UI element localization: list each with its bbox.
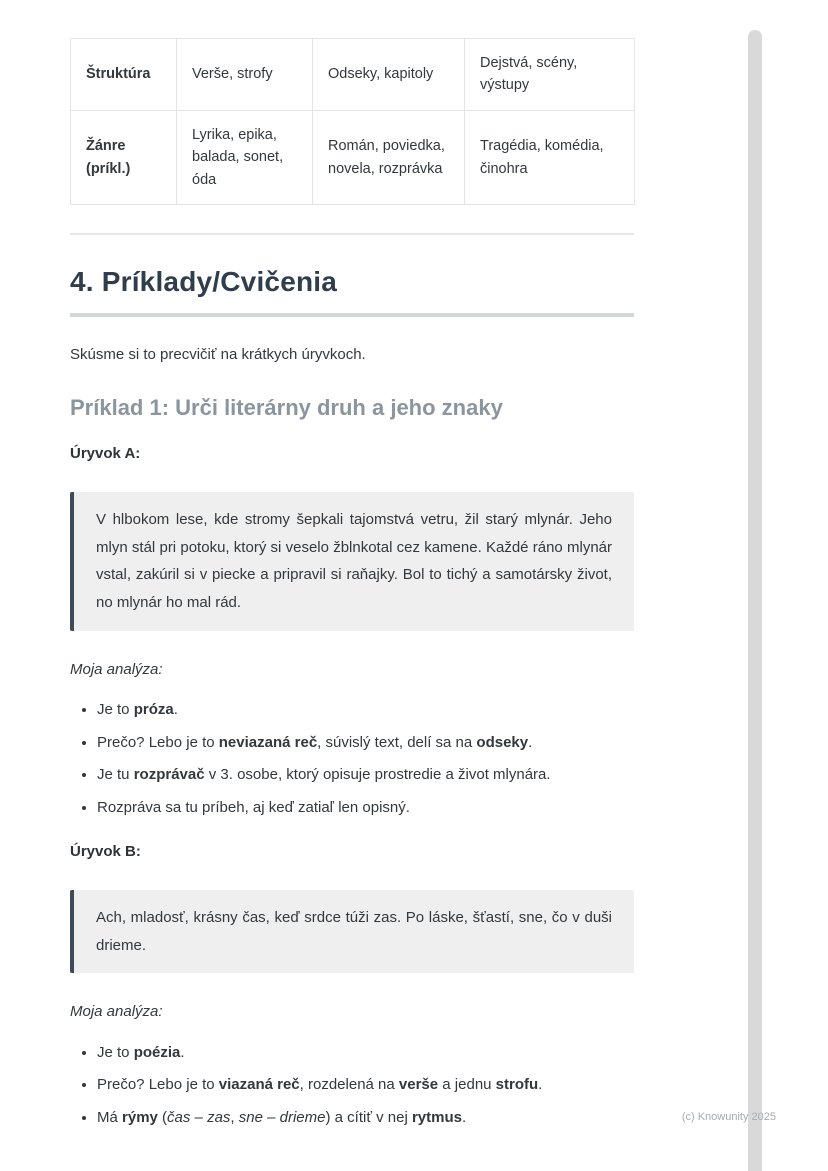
text-segment: neviazaná reč xyxy=(218,733,318,751)
excerpt-a-label: Úryvok A: xyxy=(70,445,141,463)
analysis-list-item xyxy=(97,797,634,820)
table-cell: Lyrika, epika, balada, sonet, óda xyxy=(177,110,313,204)
document-content xyxy=(70,0,634,1139)
analysis-list-item xyxy=(97,1042,634,1065)
text-segment: Je tu xyxy=(97,766,134,784)
table-cell: Verše, strofy xyxy=(177,39,313,111)
text-segment: strofu xyxy=(495,1076,539,1094)
excerpt-b-blockquote xyxy=(70,890,634,974)
text-segment: verše xyxy=(398,1076,439,1094)
text-segment: Je to xyxy=(97,1043,134,1061)
table-row-zanre xyxy=(71,110,635,204)
excerpt-b-analysis-list xyxy=(70,1042,634,1130)
analysis-list-item xyxy=(97,1074,634,1097)
text-segment: rytmus xyxy=(411,1108,462,1126)
table-cell: Dejstvá, scény, výstupy xyxy=(465,39,635,111)
table-cell: Tragédia, komédia, činohra xyxy=(465,110,635,204)
text-segment: čas – zas xyxy=(167,1108,231,1126)
text-segment: sne – drieme xyxy=(238,1108,326,1126)
text-segment: , xyxy=(230,1108,239,1126)
text-segment: Je to xyxy=(97,701,134,719)
analysis-list-item xyxy=(97,699,634,722)
text-segment: Prečo? Lebo je to xyxy=(97,733,219,751)
excerpt-a-quote-text: V hlbokom lese, kde stromy šepkali tajomstvá vetru, žil starý mlynár. Jeho mlyn stál pri potoku, ktorý si veselo žblnkotal cez kamene. Každé ráno mlynár vstal, zakúril si v piecke a pripravil si raňajky. Bol to tichý a samotársky život, no mlynár ho mal rád. xyxy=(96,510,612,612)
excerpt-b-quote-text: Ach, mladosť, krásny čas, keď srdce túži zas. Po láske, šťastí, sne, čo v duši drieme. xyxy=(96,908,612,954)
text-segment: , rozdelená na xyxy=(299,1076,399,1094)
text-segment: ( xyxy=(157,1108,168,1126)
text-segment: rozprávač xyxy=(133,766,205,784)
analysis-list-item xyxy=(97,764,634,787)
text-segment: ) a cítiť v nej xyxy=(325,1108,412,1126)
text-segment: próza xyxy=(133,701,174,719)
text-segment: . xyxy=(180,1043,185,1061)
text-segment: odseky xyxy=(476,733,529,751)
excerpt-b-label: Úryvok B: xyxy=(70,843,141,861)
text-segment: v 3. osobe, ktorý opisuje prostredie a život mlynára. xyxy=(204,766,551,784)
analysis-list-item xyxy=(97,732,634,755)
text-segment: Má xyxy=(97,1108,123,1126)
scrollbar-thumb[interactable] xyxy=(748,30,762,1171)
table-cell: Odseky, kapitoly xyxy=(313,39,465,111)
text-segment: poézia xyxy=(133,1043,181,1061)
excerpt-b-analysis-label: Moja analýza: xyxy=(70,1003,163,1021)
section-heading: 4. Príklady/Cvičenia xyxy=(70,265,634,317)
excerpt-a-analysis-list xyxy=(70,699,634,819)
table-row-struktura xyxy=(71,39,635,111)
text-segment: . xyxy=(538,1076,543,1094)
text-segment: Rozpráva sa tu príbeh, aj keď zatiaľ len opisný. xyxy=(97,798,410,816)
excerpt-a-analysis-label: Moja analýza: xyxy=(70,660,163,678)
excerpt-a-blockquote xyxy=(70,492,634,631)
text-segment: rýmy xyxy=(122,1108,158,1126)
row-header-cell: Žánre (príkl.) xyxy=(71,110,177,204)
watermark: (c) Knowunity 2025 xyxy=(681,1111,776,1123)
literary-forms-table xyxy=(70,38,635,205)
intro-paragraph: Skúsme si to precvičiť na krátkych úryvkoch. xyxy=(70,345,366,363)
text-segment: , súvislý text, delí sa na xyxy=(317,733,477,751)
text-segment: . xyxy=(528,733,533,751)
text-segment: . xyxy=(173,701,178,719)
example-subheading: Príklad 1: Urči literárny druh a jeho znaky xyxy=(70,394,503,420)
text-segment: viazaná reč xyxy=(218,1076,300,1094)
table-cell: Román, poviedka, novela, rozprávka xyxy=(313,110,465,204)
text-segment: . xyxy=(462,1108,467,1126)
text-segment: Prečo? Lebo je to xyxy=(97,1076,219,1094)
analysis-list-item xyxy=(97,1107,634,1130)
text-segment: a jednu xyxy=(438,1076,496,1094)
row-header-cell: Štruktúra xyxy=(71,39,177,111)
section-divider xyxy=(70,233,634,235)
